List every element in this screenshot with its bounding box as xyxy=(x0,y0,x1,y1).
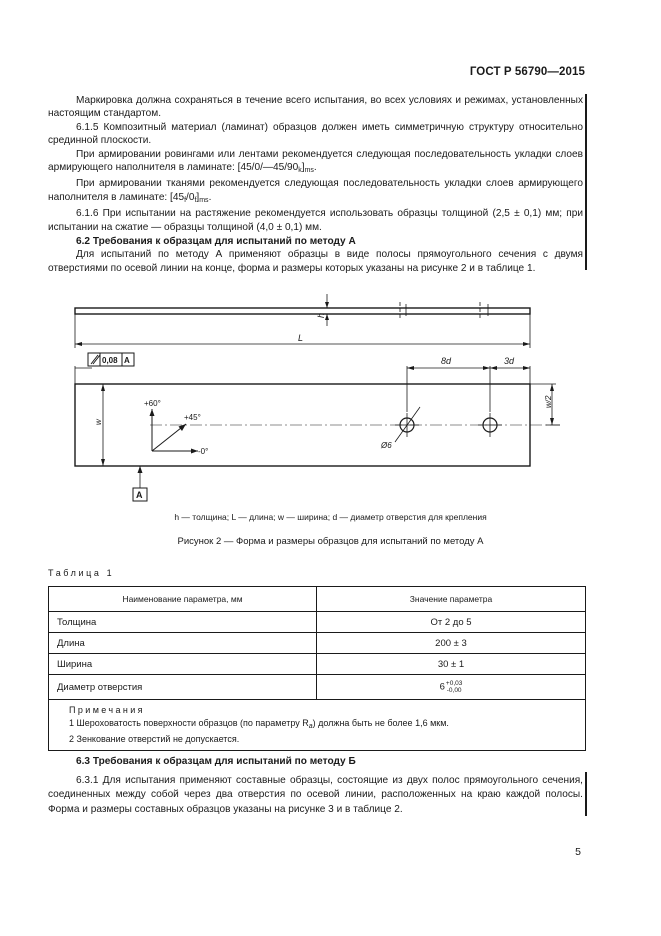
paragraph-marking: Маркировка должна сохраняться в течение всего испытания, во всех условиях и режимах, установленных настоящим стандартом. xyxy=(48,95,583,120)
parameter-value: 30 ± 1 xyxy=(317,654,586,675)
section-6-1-text xyxy=(48,94,583,275)
parameter-value: От 2 до 5 xyxy=(317,612,586,633)
tolerance-stack: +0,03 -0,00 xyxy=(445,680,463,694)
section-6-3-text xyxy=(48,755,583,817)
heading-6-3: 6.3 Требования к образцам для испытаний по методу Б xyxy=(76,756,356,767)
heading-6-2: 6.2 Требования к образцам для испытаний по методу А xyxy=(76,236,356,248)
side-view-strip xyxy=(75,308,530,314)
label-diameter: Ø6 xyxy=(381,441,392,450)
label-tolerance: 0,08 xyxy=(102,356,118,365)
parameter-name: Ширина xyxy=(49,654,317,675)
paragraph-6-2-method-a: Для испытаний по методу А применяют образцы в виде полосы прямоугольного сечения с двумя отверстиями по осевой линии на конце, форма и размеры которых указаны на рисунке 2 и в таблице 1. xyxy=(48,249,583,274)
parameter-value: 200 ± 3 xyxy=(317,633,586,654)
table-notes-row xyxy=(49,700,586,751)
note-2: 2 Зенкование отверстий не допускается. xyxy=(69,734,240,744)
parameter-name: Длина xyxy=(49,633,317,654)
table-header-row xyxy=(49,587,586,612)
notes-title: Примечания xyxy=(69,705,145,715)
revision-bar-1 xyxy=(585,94,587,270)
table-1-title: Таблица 1 xyxy=(48,568,115,578)
label-L: L xyxy=(298,333,304,343)
label-plus45: +45° xyxy=(184,413,201,422)
paragraph-6-1-5: 6.1.5 Композитный материал (ламинат) образцов должен иметь симметричную структуру относительно срединной плоскости. xyxy=(48,121,583,147)
paragraph-6-3-1: 6.3.1 Для испытания применяют составные образцы, состоящие из двух полос прямоугольного сечения, соединенных между собой через два отверстия по осевой линии, расположенных на краю каждой полосы. Форма и размеры составных образцов указаны на рисунке 3 и в таблице 2. xyxy=(48,774,583,815)
figure-caption: Рисунок 2 — Форма и размеры образцов для испытаний по методу А xyxy=(177,536,484,547)
table-row xyxy=(49,612,586,633)
label-h: h xyxy=(316,312,326,318)
label-8d: 8d xyxy=(441,356,452,366)
column-header-value: Значение параметра xyxy=(317,587,586,612)
label-minus0: -0° xyxy=(198,447,209,456)
revision-bar-2 xyxy=(585,772,587,816)
label-w2: w/2 xyxy=(544,395,553,408)
paragraph-fabric: При армировании тканями рекомендуется следующая последовательность укладки слоев армирующего наполнителя в ламинате: $[45_f/0_f]_{ms}$. xyxy=(48,178,583,204)
column-header-parameter: Наименование параметра, мм xyxy=(49,587,317,612)
label-3d: 3d xyxy=(504,356,515,366)
label-w: w xyxy=(94,419,103,425)
figure-2-specimen-drawing xyxy=(0,292,661,512)
table-row xyxy=(49,654,586,675)
table-row xyxy=(49,633,586,654)
table-1 xyxy=(48,586,586,751)
parameter-name: Толщина xyxy=(49,612,317,633)
note-1: 1 Шероховатость поверхности образцов (по параметру $R_a$) должна быть не более 1,6 мкм. xyxy=(69,717,449,730)
document-header: ГОСТ Р 56790—2015 xyxy=(469,66,585,78)
parameter-name: Диаметр отверстия xyxy=(49,675,317,700)
table-row xyxy=(49,675,586,700)
parameter-value: 6 +0,03 -0,00 xyxy=(317,675,586,700)
figure-legend: h — толщина; L — длина; w — ширина; d — диаметр отверстия для крепления xyxy=(174,512,487,522)
paragraph-6-1-6: 6.1.6 При испытании на растяжение рекомендуется использовать образцы толщиной (2,5 ± 0,1) мм; при испытании на сжатие — образцы толщиной (4,0 ± 0,1) мм. xyxy=(48,208,583,233)
label-datum-ref: A xyxy=(124,356,130,365)
page-number: 5 xyxy=(575,846,581,858)
paragraph-rovings: При армировании ровингами или лентами рекомендуется следующая последовательность укладки слоев армирующего наполнителя в ламинате: $[45/0/—45/90_k]_{ms}$. xyxy=(48,148,583,175)
label-datum-a: A xyxy=(136,490,143,500)
label-plus60: +60° xyxy=(144,399,161,408)
table-notes xyxy=(49,700,586,751)
